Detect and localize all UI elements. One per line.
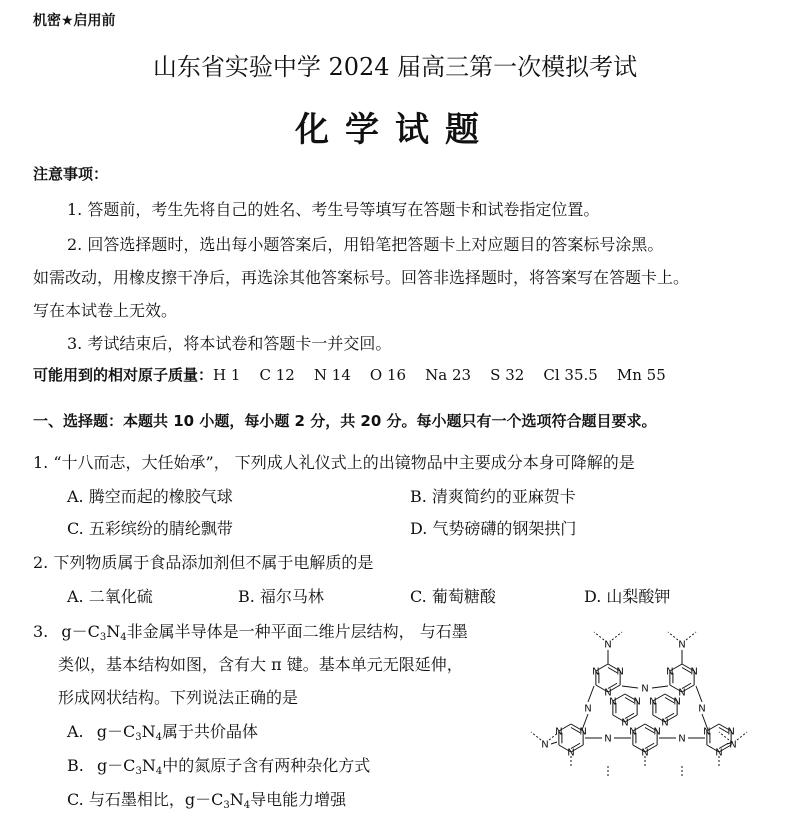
- q3-stem-text: 非金属半导体是一种平面二维片层结构， 与石墨: [126, 622, 468, 641]
- section-1-heading: 一、选择题：本题共 10 小题，每小题 2 分，共 20 分。每小题只有一个选项符合题目要求。: [33, 412, 657, 430]
- nitrogen-atom: N: [678, 733, 686, 745]
- notice-item-2-line-1: 2. 回答选择题时，选出每小题答案后，用铅笔把答题卡上对应题目的答案标号涂黑。: [67, 235, 664, 254]
- q3-number: 3.: [33, 622, 49, 641]
- nitrogen-atom: N: [616, 666, 624, 678]
- subject-title: 化学试题: [295, 110, 495, 150]
- notice-item-1: 1. 答题前，考生先将自己的姓名、考生号等填写在答题卡和试卷指定位置。: [67, 200, 600, 219]
- nitrogen-atom: N: [584, 703, 592, 715]
- nitrogen-atom: N: [673, 696, 681, 708]
- nitrogen-atom: N: [579, 726, 587, 738]
- q3-stem-line-3: 形成网状结构。下列说法正确的是: [58, 688, 299, 707]
- nitrogen-atom: N: [609, 696, 617, 708]
- nitrogen-atom: N: [715, 747, 723, 759]
- nitrogen-atom: N: [729, 739, 737, 751]
- nitrogen-atom: N: [604, 687, 612, 699]
- q3-formula: $g-C_3N_4$: [61, 622, 127, 643]
- nitrogen-atom: N: [690, 666, 698, 678]
- nitrogen-atom: N: [641, 747, 649, 759]
- nitrogen-atom: N: [649, 696, 657, 708]
- bond-line: [737, 732, 747, 740]
- q3-option-a: A. $g-C_3N_4$属于共价晶体: [67, 722, 258, 743]
- q1-option-b: B. 清爽简约的亚麻贺卡: [410, 487, 576, 506]
- nitrogen-atom: N: [633, 696, 641, 708]
- q2-option-d: D. 山梨酸钾: [584, 587, 671, 606]
- g-c3n4-structure-diagram: [525, 626, 750, 776]
- bond-line: [686, 632, 696, 640]
- q3-option-b: B. $g-C_3N_4$中的氮原子含有两种杂化方式: [67, 756, 371, 777]
- q2-option-b: B. 福尔马林: [238, 587, 324, 606]
- q3-option-c: C. 与石墨相比，$g-C_3N_4$导电能力增强: [67, 790, 347, 811]
- notice-item-3: 3. 考试结束后，将本试卷和答题卡一并交回。: [67, 334, 392, 353]
- bond-line: [668, 632, 678, 640]
- atomic-masses-label: 可能用到的相对原子质量：: [33, 366, 214, 384]
- exam-title: 山东省实验中学 2024 届高三第一次模拟考试: [152, 53, 638, 81]
- q3-stem-line-2: 类似，基本结构如图，含有大 π 键。基本单元无限延伸，: [58, 655, 463, 674]
- bond-line: [551, 742, 557, 744]
- q1-option-d: D. 气势磅礴的钢架拱门: [410, 519, 577, 538]
- nitrogen-atom: N: [555, 726, 563, 738]
- bond-line: [531, 732, 541, 740]
- nitrogen-atom: N: [678, 639, 686, 651]
- nitrogen-atom: N: [592, 666, 600, 678]
- q1-option-c: C. 五彩缤纷的腈纶飘带: [67, 519, 233, 538]
- notice-heading: 注意事项：: [33, 165, 109, 183]
- atomic-masses-values: H 1 C 12 N 14 O 16 Na 23 S 32 Cl 35.5 Mn 55: [213, 366, 666, 384]
- nitrogen-atom: N: [567, 747, 575, 759]
- nitrogen-atom: N: [604, 639, 612, 651]
- nitrogen-atom: N: [629, 726, 637, 738]
- nitrogen-atom: N: [541, 739, 549, 751]
- q2-stem: 2. 下列物质属于食品添加剂但不属于电解质的是: [33, 553, 374, 572]
- notice-item-2-line-2: 如需改动，用橡皮擦干净后，再选涂其他答案标号。回答非选择题时，将答案写在答题卡上。: [33, 268, 690, 287]
- q3-stem-line-1: [33, 619, 468, 643]
- nitrogen-atom: N: [678, 687, 686, 699]
- bond-line: [588, 686, 594, 702]
- nitrogen-atom: N: [621, 717, 629, 729]
- nitrogen-atom: N: [653, 726, 661, 738]
- bond-line: [696, 686, 702, 702]
- notice-item-2-line-3: 写在本试卷上无效。: [33, 301, 178, 320]
- nitrogen-atom: N: [703, 726, 711, 738]
- nitrogen-atom: N: [641, 683, 649, 695]
- nitrogen-atom: N: [666, 666, 674, 678]
- q2-option-c: C. 葡萄糖酸: [410, 587, 496, 606]
- bond-line: [612, 632, 622, 640]
- nitrogen-atom: N: [698, 703, 706, 715]
- q1-stem: 1. “十八而志，大任始承”， 下列成人礼仪式上的出镜物品中主要成分本身可降解的是: [33, 453, 635, 472]
- nitrogen-atom: N: [727, 726, 735, 738]
- bond-line: [652, 686, 668, 688]
- bond-line: [594, 632, 604, 640]
- nitrogen-atom: N: [661, 717, 669, 729]
- nitrogen-atom: N: [604, 733, 612, 745]
- atomic-masses: [33, 364, 666, 385]
- confidential-label: 机密★启用前: [33, 13, 116, 29]
- q2-option-a: A. 二氧化硫: [67, 587, 153, 606]
- q1-option-a: A. 腾空而起的橡胶气球: [67, 487, 233, 506]
- bond-line: [622, 686, 638, 688]
